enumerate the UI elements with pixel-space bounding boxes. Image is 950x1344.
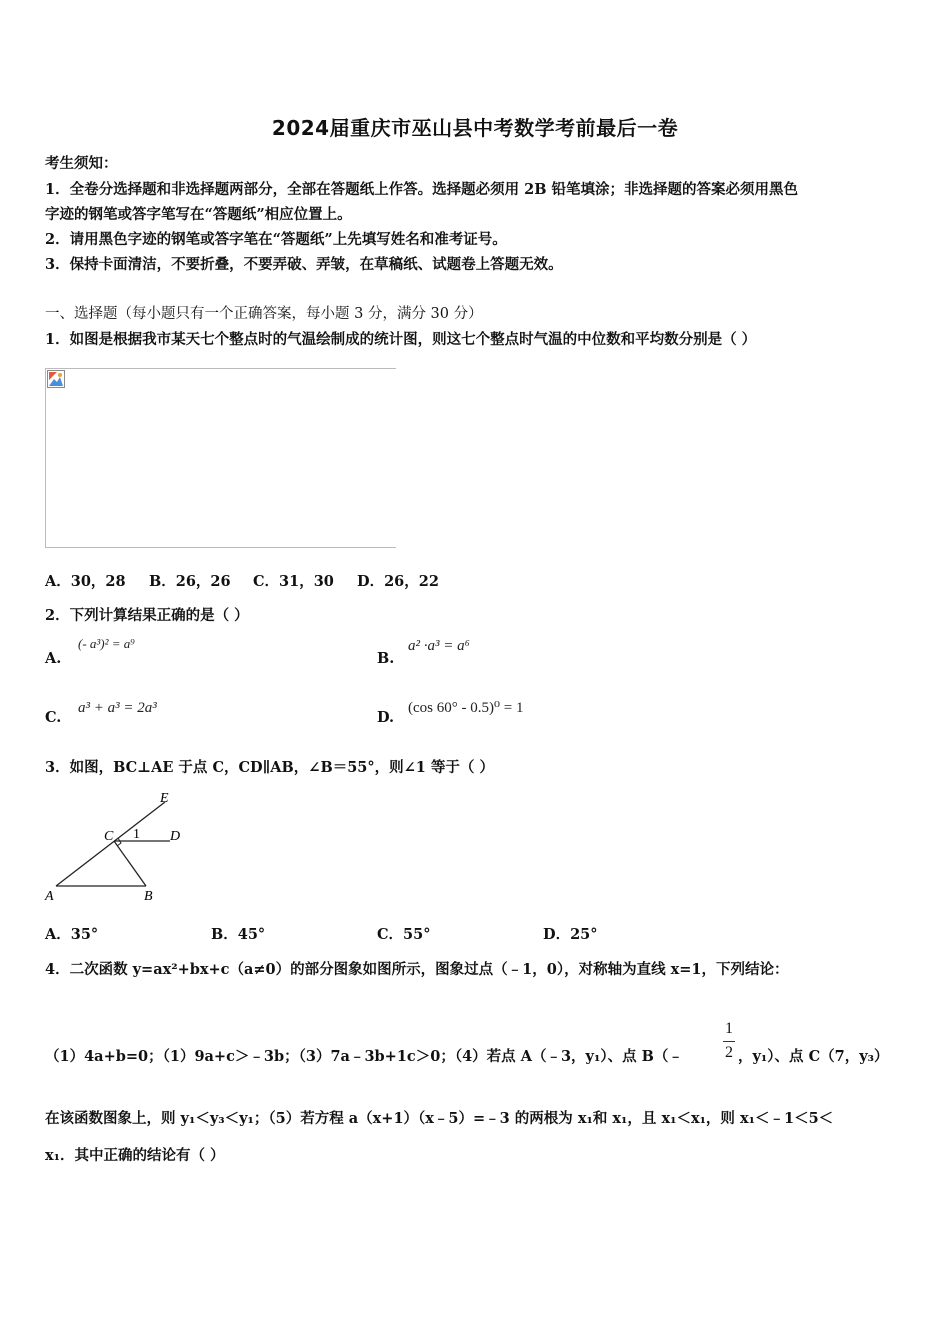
fraction-numerator: 1 xyxy=(725,1020,733,1037)
question-4-line-3: 在该函数图象上，则 y₁＜y₃＜y₁；（5）若方程 a（x+1）（x﹣5）=﹣3 的两根为 x₁和 x₁，且 x₁＜x₁，则 x₁＜﹣1＜5＜ xyxy=(45,1110,834,1127)
q2-label-d: D. xyxy=(377,709,395,726)
question-4-line-4: x₁．其中正确的结论有（ ） xyxy=(45,1147,225,1164)
label-1: 1 xyxy=(133,827,140,842)
page-title: 2024届重庆市巫山县中考数学考前最后一卷 xyxy=(271,116,679,140)
q1-option-d: D．26，22 xyxy=(357,573,439,590)
question-3-text: 3．如图，BC⊥AE 于点 C，CD∥AB，∠B＝55°，则∠1 等于（ ） xyxy=(45,759,494,776)
notice-line-3: 3．保持卡面清洁，不要折叠，不要弄破、弄皱，在草稿纸、试题卷上答题无效。 xyxy=(45,256,563,273)
label-d: D xyxy=(170,829,181,844)
fraction-denominator: 2 xyxy=(725,1044,733,1061)
q1-option-a: A．30，28 xyxy=(45,573,126,590)
question-1-text: 1．如图是根据我市某天七个整点时的气温绘制成的统计图，则这七个整点时气温的中位数和平均数分别是（ ） xyxy=(45,331,757,348)
q2-label-b: B. xyxy=(377,650,395,667)
q2-expression-c: a³ + a³ = 2a³ xyxy=(78,700,157,716)
fraction-bar xyxy=(723,1041,735,1042)
notice-heading: 考生须知： xyxy=(45,155,118,172)
q2-expression-a: (- a³)² = a⁹ xyxy=(78,636,135,651)
label-a: A xyxy=(45,889,54,904)
q3-option-c: C．55° xyxy=(377,926,431,943)
section-heading: 一、选择题（每小题只有一个正确答案，每小题 3 分，满分 30 分） xyxy=(45,306,483,322)
broken-image-icon xyxy=(47,370,65,388)
line-cb xyxy=(114,841,146,886)
q3-option-a: A．35° xyxy=(45,926,99,943)
notice-line-1a: 1．全卷分选择题和非选择题两部分，全部在答题纸上作答。选择题必须用 2B 铅笔填涂；非选择题的答案必须用黑色 xyxy=(45,181,799,198)
q2-label-c: C. xyxy=(45,709,62,726)
q2-expression-d: (cos 60° - 0.5)⁰ = 1 xyxy=(408,700,524,716)
question-4-line-2b: ，y₁）、点 C（7，y₃） xyxy=(738,1048,889,1065)
q3-option-b: B．45° xyxy=(211,926,266,943)
label-b: B xyxy=(144,889,153,904)
label-c: C xyxy=(104,829,114,844)
q1-option-c: C．31，30 xyxy=(253,573,334,590)
q3-option-d: D．25° xyxy=(543,926,598,943)
question-4-line-2a: （1）4a+b=0；（1）9a+c＞﹣3b；（3）7a﹣3b+1c＞0；（4）若点 A（﹣3，y₁）、点 B（﹣ xyxy=(45,1048,683,1065)
notice-line-2: 2．请用黑色字迹的钢笔或答字笔在“答题纸”上先填写姓名和准考证号。 xyxy=(45,231,507,248)
question-4-line-1: 4．二次函数 y=ax²+bx+c（a≠0）的部分图象如图所示，图象过点（﹣1，0），对称轴为直线 x=1，下列结论： xyxy=(45,961,789,978)
q1-option-b: B．26，26 xyxy=(149,573,231,590)
geometry-figure xyxy=(40,788,190,906)
chart-image-placeholder xyxy=(45,368,396,548)
question-2-text: 2．下列计算结果正确的是（ ） xyxy=(45,607,249,624)
line-ae xyxy=(56,802,165,886)
q2-expression-b: a² ·a³ = a⁶ xyxy=(408,638,470,654)
q2-label-a: A. xyxy=(45,650,62,667)
notice-line-1b: 字迹的钢笔或答字笔写在“答题纸”相应位置上。 xyxy=(45,206,352,223)
label-e: E xyxy=(160,791,169,806)
